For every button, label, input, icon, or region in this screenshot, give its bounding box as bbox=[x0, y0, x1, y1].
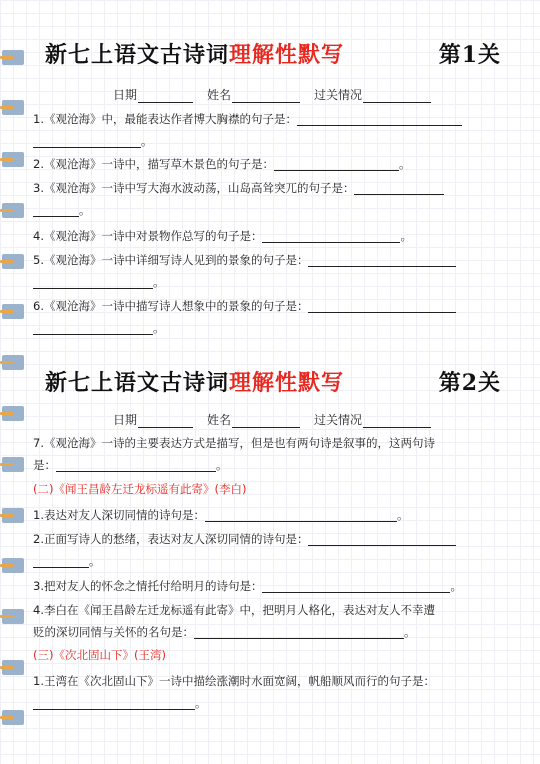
question-item bbox=[33, 108, 511, 152]
question-text: 2.《观沧海》一诗中，描写草木景色的句子是： bbox=[33, 157, 274, 171]
question-text: 是： bbox=[33, 458, 56, 472]
binding-ring bbox=[2, 152, 24, 167]
question-text: 5.《观沧海》一诗中详细写诗人见到的景象的句子是： bbox=[33, 253, 309, 267]
period: 。 bbox=[79, 203, 91, 217]
answer-blank[interactable] bbox=[33, 276, 153, 289]
answer-blank[interactable] bbox=[262, 230, 400, 243]
binding-ring bbox=[2, 710, 24, 725]
worksheet-title bbox=[45, 366, 344, 397]
question-text: 1.表达对友人深切同情的诗句是： bbox=[33, 508, 205, 522]
answer-blank[interactable] bbox=[33, 204, 79, 217]
binding-ring bbox=[2, 508, 24, 523]
binding-ring bbox=[2, 406, 24, 421]
answer-blank[interactable] bbox=[308, 254, 456, 267]
question-item bbox=[33, 528, 511, 572]
level-label: 第2关 bbox=[438, 370, 501, 396]
binding-ring bbox=[2, 558, 24, 573]
question-text: 3.《观沧海》一诗中写大海水波动荡，山岛高耸突兀的句子是： bbox=[33, 181, 355, 195]
question-item bbox=[33, 225, 511, 247]
period: 。 bbox=[398, 157, 411, 171]
status-blank[interactable] bbox=[363, 90, 431, 103]
answer-blank[interactable] bbox=[205, 509, 397, 522]
question-item bbox=[33, 432, 511, 476]
date-field[interactable] bbox=[113, 411, 193, 428]
question-text: 4.《观沧海》一诗中对景物作总写的句子是： bbox=[33, 229, 263, 243]
title-black-part: 新七上语文古诗词 bbox=[45, 370, 230, 396]
notebook-binding bbox=[0, 0, 30, 764]
answer-blank[interactable] bbox=[308, 300, 456, 313]
status-blank[interactable] bbox=[363, 415, 431, 428]
answer-blank[interactable] bbox=[354, 182, 444, 195]
name-field[interactable] bbox=[207, 411, 300, 428]
answer-blank[interactable] bbox=[56, 459, 216, 472]
binding-ring bbox=[2, 609, 24, 624]
name-blank[interactable] bbox=[232, 90, 300, 103]
date-label: 日期 bbox=[112, 88, 137, 102]
name-label: 姓名 bbox=[206, 88, 231, 102]
question-text: 1.《观沧海》中，最能表达作者博大胸襟的句子是： bbox=[33, 112, 297, 126]
period: 。 bbox=[89, 554, 101, 568]
period: 。 bbox=[450, 579, 462, 593]
question-item bbox=[33, 153, 511, 175]
binding-ring bbox=[2, 50, 24, 65]
answer-blank[interactable] bbox=[274, 158, 399, 171]
binding-ring bbox=[2, 203, 24, 218]
question-text: 7.《观沧海》一诗的主要表达方式是描写，但是也有两句诗是叙事的，这两句诗 bbox=[33, 436, 435, 450]
worksheet-title bbox=[45, 38, 344, 69]
question-text: 4.李白在《闻王昌龄左迁龙标遥有此寄》中，把明月人格化，表达对友人不幸遭 bbox=[33, 603, 435, 617]
level-2-title bbox=[33, 366, 511, 406]
answer-blank[interactable] bbox=[194, 626, 404, 639]
question-text: 6.《观沧海》一诗中描写诗人想象中的景象的句子是： bbox=[33, 299, 309, 313]
date-label: 日期 bbox=[112, 413, 137, 427]
name-blank[interactable] bbox=[232, 415, 300, 428]
question-text: 贬的深切同情与关怀的名句是： bbox=[33, 625, 194, 639]
date-blank[interactable] bbox=[138, 90, 193, 103]
answer-blank[interactable] bbox=[297, 113, 462, 126]
question-item bbox=[33, 177, 511, 221]
binding-ring bbox=[2, 304, 24, 319]
period: 。 bbox=[153, 275, 165, 289]
binding-ring bbox=[2, 355, 24, 370]
question-item bbox=[33, 670, 511, 714]
answer-blank[interactable] bbox=[33, 555, 89, 568]
level-1-info-row bbox=[33, 83, 511, 103]
question-text: 1.王湾在《次北固山下》一诗中描绘涨潮时水面宽阔，帆船顺风而行的句子是： bbox=[33, 674, 435, 688]
level-1-title bbox=[33, 38, 511, 78]
question-item bbox=[33, 504, 511, 526]
level-2-info-row bbox=[33, 408, 511, 428]
answer-blank[interactable] bbox=[33, 697, 195, 710]
section-heading: (二)《闻王昌龄左迁龙标遥有此寄》(李白) bbox=[33, 482, 247, 496]
period: 。 bbox=[396, 508, 409, 522]
name-label: 姓名 bbox=[206, 413, 231, 427]
period: 。 bbox=[153, 321, 165, 335]
question-item bbox=[33, 575, 511, 597]
binding-ring bbox=[2, 100, 24, 115]
period: 。 bbox=[404, 625, 416, 639]
status-field[interactable] bbox=[314, 411, 431, 428]
period: 。 bbox=[216, 458, 228, 472]
question-item bbox=[33, 295, 511, 339]
answer-blank[interactable] bbox=[262, 580, 450, 593]
status-field[interactable] bbox=[314, 86, 431, 103]
period: 。 bbox=[195, 696, 207, 710]
answer-blank[interactable] bbox=[33, 322, 153, 335]
period: 。 bbox=[141, 134, 153, 148]
date-blank[interactable] bbox=[138, 415, 193, 428]
title-black-part: 新七上语文古诗词 bbox=[45, 42, 230, 68]
title-red-part: 理解性默写 bbox=[229, 370, 345, 396]
section-heading: (三)《次北固山下》(王湾) bbox=[33, 648, 166, 662]
question-item bbox=[33, 599, 511, 643]
level-label: 第1关 bbox=[438, 42, 501, 68]
status-label: 过关情况 bbox=[314, 88, 363, 102]
question-text: 2.正面写诗人的愁绪，表达对友人深切同情的诗句是： bbox=[33, 532, 309, 546]
binding-ring bbox=[2, 660, 24, 675]
answer-blank[interactable] bbox=[33, 135, 141, 148]
date-field[interactable] bbox=[113, 86, 193, 103]
binding-ring bbox=[2, 254, 24, 269]
title-red-part: 理解性默写 bbox=[229, 42, 345, 68]
question-text: 3.把对友人的怀念之情托付给明月的诗句是： bbox=[33, 579, 263, 593]
answer-blank[interactable] bbox=[308, 533, 456, 546]
binding-ring bbox=[2, 457, 24, 472]
period: 。 bbox=[400, 229, 412, 243]
name-field[interactable] bbox=[207, 86, 300, 103]
status-label: 过关情况 bbox=[314, 413, 363, 427]
question-item bbox=[33, 249, 511, 293]
